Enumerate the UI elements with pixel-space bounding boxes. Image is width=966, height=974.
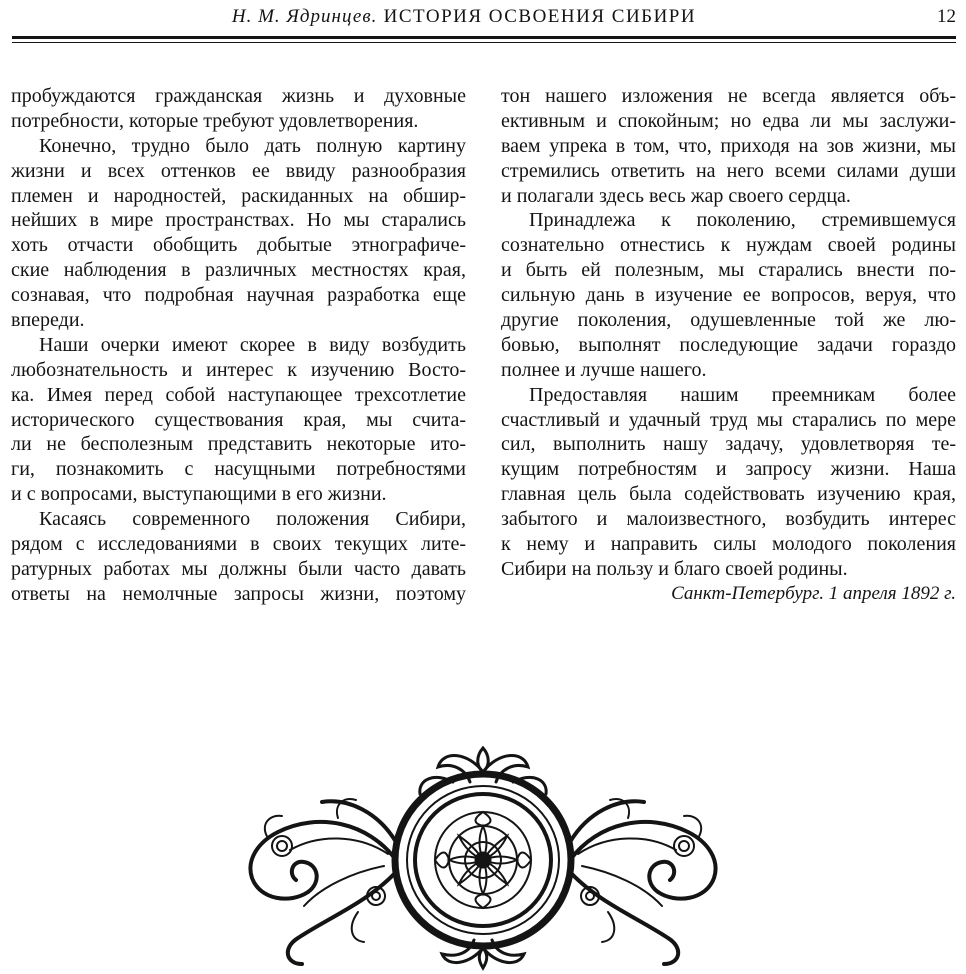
text-line: ответы на немолчные запросы жизни, поэтому xyxy=(11,582,466,605)
text-line: забытого и малоизвестного, возбудить интерес xyxy=(501,508,956,531)
header-book-title: ИСТОРИЯ ОСВОЕНИЯ СИБИРИ xyxy=(383,6,697,27)
text-line: счастливый и удачный труд мы старались по мере xyxy=(501,408,956,431)
text-line: рядом с исследованиями в своих текущих лите- xyxy=(11,533,466,556)
text-line: сознавая, что подробная научная разработка еще xyxy=(11,284,466,307)
text-line: ективным и спокойным; но едва ли мы заслужи- xyxy=(501,109,956,132)
text-line: и с вопросами, выступающими в его жизни. xyxy=(11,483,387,506)
text-line: сознательно отнестись к нуждам своей родины xyxy=(501,234,956,257)
text-line: тон нашего изложения не всегда является объ- xyxy=(501,85,956,107)
left-text-column xyxy=(11,84,466,607)
text-line: ские наблюдения в различных местностях края, xyxy=(11,259,466,282)
text-line: и быть ей полезным, мы старались внести по- xyxy=(501,259,956,282)
text-line: ратурных работах мы должны были часто давать xyxy=(11,557,466,580)
header-rule-thin xyxy=(12,42,956,43)
text-line: хоть отчасти обобщить добытые этнографиче- xyxy=(11,234,466,257)
page-number: 12 xyxy=(937,6,956,27)
text-line: полнее и лучше нашего. xyxy=(501,358,707,381)
text-line: ги, познакомить с насущными потребностями xyxy=(11,458,466,481)
header-rule-thick xyxy=(12,36,956,39)
text-line: к нему и направить силы молодого поколения xyxy=(501,533,956,556)
text-line: главная цель была содействовать изучению края, xyxy=(501,483,956,506)
text-line: Принадлежа к поколению, стремившемуся xyxy=(529,209,956,232)
text-line: племен и народностей, раскиданных на обшир- xyxy=(11,184,466,207)
text-line: стремились ответить на него всеми силами души xyxy=(501,159,956,182)
text-line: Касаясь современного положения Сибири, xyxy=(39,508,466,531)
running-title xyxy=(12,6,916,28)
text-line: ли не бесполезным представить некоторые ито- xyxy=(11,433,466,456)
text-line: жизни и всех оттенков ее ввиду разнообразия xyxy=(11,159,466,182)
text-line: другие поколения, одушевленные той же лю- xyxy=(501,309,956,332)
right-text-column xyxy=(501,84,956,607)
text-line: ваем упрека в том, что, приходя на зов жизни, мы xyxy=(501,134,956,157)
running-header xyxy=(12,6,956,32)
text-line: Предоставляя нашим преемникам более xyxy=(529,383,956,406)
text-line: потребности, которые требуют удовлетворения. xyxy=(11,109,419,132)
text-line: впереди. xyxy=(11,309,85,332)
text-line: и полагали здесь весь жар своего сердца. xyxy=(501,184,851,207)
text-line: ка. Имея перед собой наступающее трехсотлетие xyxy=(11,383,466,406)
text-line: пробуждаются гражданская жизнь и духовные xyxy=(11,85,466,107)
baroque-rosette-ornament-icon xyxy=(238,742,728,974)
text-line: сильную дань в изучение ее вопросов, веруя, что xyxy=(501,284,956,307)
text-line: сил, выполнить нашу задачу, удовлетворяя те- xyxy=(501,433,956,456)
text-line: исторического существования края, мы счита- xyxy=(11,408,466,431)
text-line: кущим потребностям и запросу жизни. Наша xyxy=(501,458,956,481)
text-line: Сибири на пользу и благо своей родины. xyxy=(501,557,848,580)
text-line: нейших в мире пространствах. Но мы старались xyxy=(11,209,466,232)
header-author: Н. М. Ядринцев. xyxy=(231,6,378,27)
text-line: Конечно, трудно было дать полную картину xyxy=(39,134,466,157)
text-line: бовью, выполнят последующие задачи гораздо xyxy=(501,333,956,356)
text-line: Наши очерки имеют скорее в виду возбудить xyxy=(39,333,466,356)
text-line: любознательность и интерес к изучению Восто- xyxy=(11,358,466,381)
place-date-signature: Санкт-Петербург. 1 апреля 1892 г. xyxy=(671,582,956,604)
